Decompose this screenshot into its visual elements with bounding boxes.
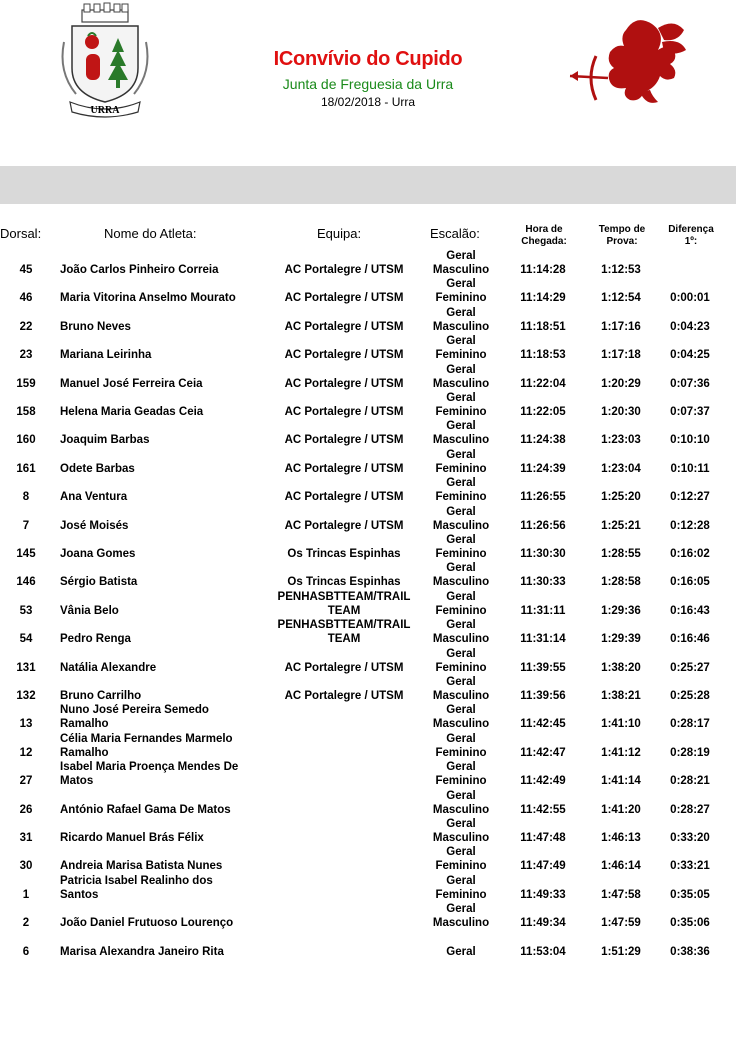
athlete-name: Manuel José Ferreira Ceia xyxy=(60,377,203,390)
escalao-line1: Geral xyxy=(446,619,476,632)
table-row xyxy=(0,392,736,434)
table-row xyxy=(0,903,736,945)
escalao-line2: Masculino xyxy=(432,576,490,589)
col-team-header: Equipa: xyxy=(317,226,362,241)
table-row xyxy=(0,647,736,690)
arrival-time: 11:22:05 xyxy=(520,406,566,418)
gap-to-first: 0:12:28 xyxy=(670,519,710,532)
race-time: 1:28:58 xyxy=(601,576,641,589)
dorsal-number: 8 xyxy=(22,491,30,504)
col-name-header: Nome do Atleta: xyxy=(104,226,197,241)
dorsal-number: 160 xyxy=(16,434,36,447)
table-row xyxy=(0,534,736,576)
athlete-name: Bruno Neves xyxy=(60,320,131,333)
race-time: 1:17:18 xyxy=(601,349,641,362)
team-line2: TEAM xyxy=(327,633,361,646)
gap-to-first: 0:38:36 xyxy=(670,945,710,958)
escalao-line1: Geral xyxy=(446,590,476,603)
team: AC Portalegre / UTSM xyxy=(284,406,404,418)
arrival-time: 11:22:04 xyxy=(520,377,566,390)
table-row xyxy=(0,619,736,661)
race-time: 1:23:03 xyxy=(601,434,641,447)
athlete-name: Andreia Marisa Batista Nunes xyxy=(60,860,223,873)
escalao-line1: Geral xyxy=(446,874,476,887)
race-time: 1:20:29 xyxy=(601,377,641,390)
race-time: 1:38:21 xyxy=(601,690,641,702)
race-time: 1:41:12 xyxy=(601,746,641,759)
arrival-time: 11:18:51 xyxy=(520,320,566,333)
col-dorsal-header: Dorsal: xyxy=(0,226,42,241)
team-line2: TEAM xyxy=(327,604,361,617)
dorsal-number: 45 xyxy=(19,264,33,276)
race-time: 1:17:16 xyxy=(601,320,641,333)
athlete-name: Helena Maria Geadas Ceia xyxy=(60,406,204,418)
athlete-name: Joana Gomes xyxy=(60,548,136,560)
dorsal-number: 132 xyxy=(16,690,36,702)
dorsal-number: 26 xyxy=(19,803,33,816)
table-row xyxy=(0,789,736,832)
table-row xyxy=(0,448,736,491)
team-line1: PENHASBTTEAM/TRAIL xyxy=(277,619,411,632)
escalao-line2: Feminino xyxy=(435,604,487,617)
race-time: 1:41:10 xyxy=(601,718,641,731)
table-row xyxy=(0,363,736,406)
race-time: 1:41:20 xyxy=(601,803,641,816)
escalao-line2: Masculino xyxy=(432,264,490,276)
event-date-place: 18/02/2018 - Urra xyxy=(320,95,416,109)
team: AC Portalegre / UTSM xyxy=(284,491,404,504)
dorsal-number: 53 xyxy=(19,604,33,617)
crown-icon xyxy=(82,3,128,22)
escalao-line2: Masculino xyxy=(432,803,490,816)
col-hora-header xyxy=(510,224,578,248)
race-time: 1:51:29 xyxy=(601,945,641,958)
dorsal-number: 30 xyxy=(19,860,33,873)
dorsal-number: 54 xyxy=(19,633,33,646)
escalao-line2: Geral xyxy=(446,945,476,958)
team: AC Portalegre / UTSM xyxy=(284,434,404,447)
dorsal-number: 22 xyxy=(19,320,33,333)
arrival-time: 11:42:49 xyxy=(520,775,566,788)
escalao-line2: Feminino xyxy=(435,888,487,901)
escalao-line2: Masculino xyxy=(432,832,490,844)
race-time: 1:28:55 xyxy=(601,548,641,560)
team: AC Portalegre / UTSM xyxy=(284,349,404,362)
gap-to-first: 0:07:37 xyxy=(670,406,710,418)
table-row xyxy=(0,278,736,320)
table-row xyxy=(0,335,736,377)
athlete-name-line2: Matos xyxy=(60,775,94,788)
gap-to-first: 0:28:27 xyxy=(670,803,710,816)
gap-to-first: 0:28:17 xyxy=(670,718,710,731)
dorsal-number: 1 xyxy=(22,888,30,901)
escalao-line2: Feminino xyxy=(435,349,487,362)
gap-to-first: 0:33:21 xyxy=(670,860,710,873)
escalao-line2: Masculino xyxy=(432,519,490,532)
escalao-line2: Feminino xyxy=(435,491,487,504)
dorsal-number: 7 xyxy=(22,519,30,532)
arrival-time: 11:47:49 xyxy=(520,860,566,873)
arrival-time: 11:39:55 xyxy=(520,661,566,674)
table-row xyxy=(0,477,736,519)
dorsal-number: 46 xyxy=(19,292,33,305)
col-hora-line1: Hora de xyxy=(525,224,563,235)
race-time: 1:47:58 xyxy=(601,888,641,901)
escalao-line2: Feminino xyxy=(435,661,487,674)
race-time: 1:29:36 xyxy=(601,604,641,617)
athlete-name-line1: Nuno José Pereira Semedo xyxy=(60,704,209,717)
escalao-line2: Masculino xyxy=(432,434,490,447)
event-title: IConvívio do Cupido xyxy=(273,48,463,70)
arrival-time: 11:42:47 xyxy=(520,746,566,759)
escalao-line1: Geral xyxy=(446,789,476,802)
team: AC Portalegre / UTSM xyxy=(284,661,404,674)
table-row xyxy=(0,874,736,917)
table-row xyxy=(0,250,736,292)
table-row xyxy=(0,946,736,974)
athlete-name-line1: Patricia Isabel Realinho dos xyxy=(60,874,213,887)
escalao-line1: Geral xyxy=(446,903,476,916)
race-time: 1:47:59 xyxy=(601,917,641,930)
escalao-line1: Geral xyxy=(446,420,476,433)
athlete-name: Vânia Belo xyxy=(60,604,119,617)
arrival-time: 11:18:53 xyxy=(520,349,566,362)
arrival-time: 11:49:34 xyxy=(520,917,566,930)
escalao-line2: Feminino xyxy=(435,462,487,475)
table-row xyxy=(0,761,736,803)
arrival-time: 11:30:30 xyxy=(520,548,566,560)
table-row xyxy=(0,818,736,860)
gap-to-first: 0:16:02 xyxy=(670,548,710,560)
escalao-line1: Geral xyxy=(446,250,476,262)
team: AC Portalegre / UTSM xyxy=(284,292,404,305)
table-row xyxy=(0,306,736,349)
escalao-line2: Masculino xyxy=(432,633,490,646)
dorsal-number: 131 xyxy=(16,661,36,674)
arrival-time: 11:39:56 xyxy=(520,690,566,702)
athlete-name: João Daniel Frutuoso Lourenço xyxy=(60,917,234,930)
gap-to-first: 0:35:06 xyxy=(670,917,710,930)
gap-to-first: 0:16:46 xyxy=(670,633,710,646)
escalao-line1: Geral xyxy=(446,477,476,490)
escalao-line2: Masculino xyxy=(432,320,490,333)
escalao-line1: Geral xyxy=(446,818,476,830)
race-time: 1:46:13 xyxy=(601,832,641,844)
athlete-name: João Carlos Pinheiro Correia xyxy=(60,264,219,276)
escalao-line1: Geral xyxy=(446,306,476,319)
athlete-name: Pedro Renga xyxy=(60,633,131,646)
dorsal-number: 12 xyxy=(19,746,33,759)
arrival-time: 11:24:39 xyxy=(520,462,566,475)
gap-to-first: 0:04:25 xyxy=(670,349,710,362)
athlete-name-line1: Célia Maria Fernandes Marmelo xyxy=(60,732,233,745)
escalao-line1: Geral xyxy=(446,761,476,774)
team-line1: PENHASBTTEAM/TRAIL xyxy=(277,590,411,603)
escalao-line1: Geral xyxy=(446,335,476,348)
athlete-name: Sérgio Batista xyxy=(60,576,138,589)
athlete-name-line2: Santos xyxy=(60,888,99,901)
dorsal-number: 31 xyxy=(19,832,33,844)
athlete-name: Ana Ventura xyxy=(60,491,128,504)
team: AC Portalegre / UTSM xyxy=(284,462,404,475)
dorsal-number: 159 xyxy=(16,377,36,390)
gap-to-first: 0:10:10 xyxy=(670,434,710,447)
race-time: 1:23:04 xyxy=(601,462,641,475)
race-time: 1:20:30 xyxy=(601,406,641,418)
arrival-time: 11:53:04 xyxy=(520,945,566,958)
race-time: 1:46:14 xyxy=(601,860,641,873)
organizer-subtitle: Junta de Freguesia da Urra xyxy=(282,76,454,92)
col-dif-header xyxy=(656,224,726,248)
escalao-line2: Feminino xyxy=(435,292,487,305)
escalao-line1: Geral xyxy=(446,392,476,404)
escalao-line2: Feminino xyxy=(435,746,487,759)
athlete-name: Bruno Carrilho xyxy=(60,690,142,702)
athlete-name: António Rafael Gama De Matos xyxy=(60,803,231,816)
dorsal-number: 2 xyxy=(22,917,30,930)
col-tempo-line1: Tempo de xyxy=(598,224,646,235)
arrival-time: 11:47:48 xyxy=(520,832,566,844)
race-time: 1:29:39 xyxy=(601,633,641,646)
header-band xyxy=(0,166,736,204)
arrival-time: 11:30:33 xyxy=(520,576,566,589)
athlete-name: Marisa Alexandra Janeiro Rita xyxy=(60,945,224,958)
escalao-line1: Geral xyxy=(446,505,476,518)
team: AC Portalegre / UTSM xyxy=(284,519,404,532)
gap-to-first: 0:07:36 xyxy=(670,377,710,390)
race-time: 1:25:21 xyxy=(601,519,641,532)
arrival-time: 11:49:33 xyxy=(520,888,566,901)
athlete-name: Maria Vitorina Anselmo Mourato xyxy=(60,292,236,305)
gap-to-first: 0:10:11 xyxy=(670,462,710,475)
dorsal-number: 158 xyxy=(16,406,36,418)
arrival-time: 11:24:38 xyxy=(520,434,566,447)
race-time: 1:12:54 xyxy=(601,292,641,305)
team: Os Trincas Espinhas xyxy=(287,548,401,560)
escalao-line1: Geral xyxy=(446,534,476,546)
team: AC Portalegre / UTSM xyxy=(284,690,404,702)
dorsal-number: 23 xyxy=(19,349,33,362)
athlete-name: Mariana Leirinha xyxy=(60,349,152,362)
athlete-name-line2: Ramalho xyxy=(60,746,109,759)
dorsal-number: 145 xyxy=(16,548,36,560)
escalao-line1: Geral xyxy=(446,676,476,688)
gap-to-first: 0:33:20 xyxy=(670,832,710,844)
gap-to-first: 0:25:28 xyxy=(670,690,710,702)
arrival-time: 11:14:28 xyxy=(520,264,566,276)
arrival-time: 11:26:56 xyxy=(520,519,566,532)
athlete-name: Joaquim Barbas xyxy=(60,434,150,447)
athlete-name: Natália Alexandre xyxy=(60,661,157,674)
gap-to-first: 0:28:19 xyxy=(670,746,710,759)
col-dif-line2: 1º: xyxy=(684,236,698,247)
escalao-line1: Geral xyxy=(446,846,476,859)
col-dif-line1: Diferença xyxy=(668,224,714,235)
gap-to-first: 0:12:27 xyxy=(670,491,710,504)
team: AC Portalegre / UTSM xyxy=(284,264,404,276)
gap-to-first: 0:28:21 xyxy=(670,775,710,788)
escalao-line2: Feminino xyxy=(435,860,487,873)
dorsal-number: 161 xyxy=(16,462,36,475)
escalao-line1: Geral xyxy=(446,363,476,376)
arrival-time: 11:26:55 xyxy=(520,491,566,504)
col-tempo-header xyxy=(586,224,658,248)
table-row xyxy=(0,420,736,462)
gap-to-first: 0:25:27 xyxy=(670,661,710,674)
crest-label: URRA xyxy=(90,105,120,116)
col-escalao-header: Escalão: xyxy=(430,226,480,241)
athlete-name-line1: Isabel Maria Proença Mendes De xyxy=(60,761,239,774)
athlete-name: José Moisés xyxy=(60,519,129,532)
escalao-line1: Geral xyxy=(446,562,476,575)
col-hora-line2: Chegada: xyxy=(521,236,567,247)
team: Os Trincas Espinhas xyxy=(287,576,401,589)
escalao-line1: Geral xyxy=(446,448,476,461)
escalao-line1: Geral xyxy=(446,732,476,745)
race-time: 1:38:20 xyxy=(601,661,641,674)
dorsal-number: 27 xyxy=(19,775,33,788)
escalao-line2: Masculino xyxy=(432,377,490,390)
escalao-line1: Geral xyxy=(446,278,476,291)
arrival-time: 11:42:55 xyxy=(520,803,566,816)
gap-to-first: 0:00:01 xyxy=(670,292,710,305)
gap-to-first: 0:04:23 xyxy=(670,320,710,333)
team: AC Portalegre / UTSM xyxy=(284,320,404,333)
gap-to-first: 0:16:05 xyxy=(670,576,710,589)
race-time: 1:41:14 xyxy=(601,775,641,788)
athlete-name: Ricardo Manuel Brás Félix xyxy=(60,832,204,844)
table-row xyxy=(0,505,736,548)
arrival-time: 11:14:29 xyxy=(520,292,566,305)
arrival-time: 11:31:14 xyxy=(520,633,566,646)
race-time: 1:25:20 xyxy=(601,491,641,504)
athlete-name: Odete Barbas xyxy=(60,462,135,475)
col-tempo-line2: Prova: xyxy=(606,236,638,247)
dorsal-number: 146 xyxy=(16,576,36,589)
escalao-line2: Masculino xyxy=(432,718,490,731)
arrival-time: 11:42:45 xyxy=(520,718,566,731)
escalao-line1: Geral xyxy=(446,647,476,660)
gap-to-first: 0:35:05 xyxy=(670,888,710,901)
team: AC Portalegre / UTSM xyxy=(284,377,404,390)
escalao-line1: Geral xyxy=(446,704,476,717)
escalao-line2: Masculino xyxy=(432,917,490,930)
escalao-line2: Feminino xyxy=(435,775,487,788)
athlete-name-line2: Ramalho xyxy=(60,718,109,731)
arrival-time: 11:31:11 xyxy=(520,604,566,617)
gap-to-first: 0:16:43 xyxy=(670,604,710,617)
escalao-line2: Feminino xyxy=(435,406,487,418)
escalao-line2: Masculino xyxy=(432,690,490,702)
dorsal-number: 13 xyxy=(19,718,33,731)
dorsal-number: 6 xyxy=(22,945,30,958)
escalao-line2: Feminino xyxy=(435,548,487,560)
race-time: 1:12:53 xyxy=(601,264,641,276)
